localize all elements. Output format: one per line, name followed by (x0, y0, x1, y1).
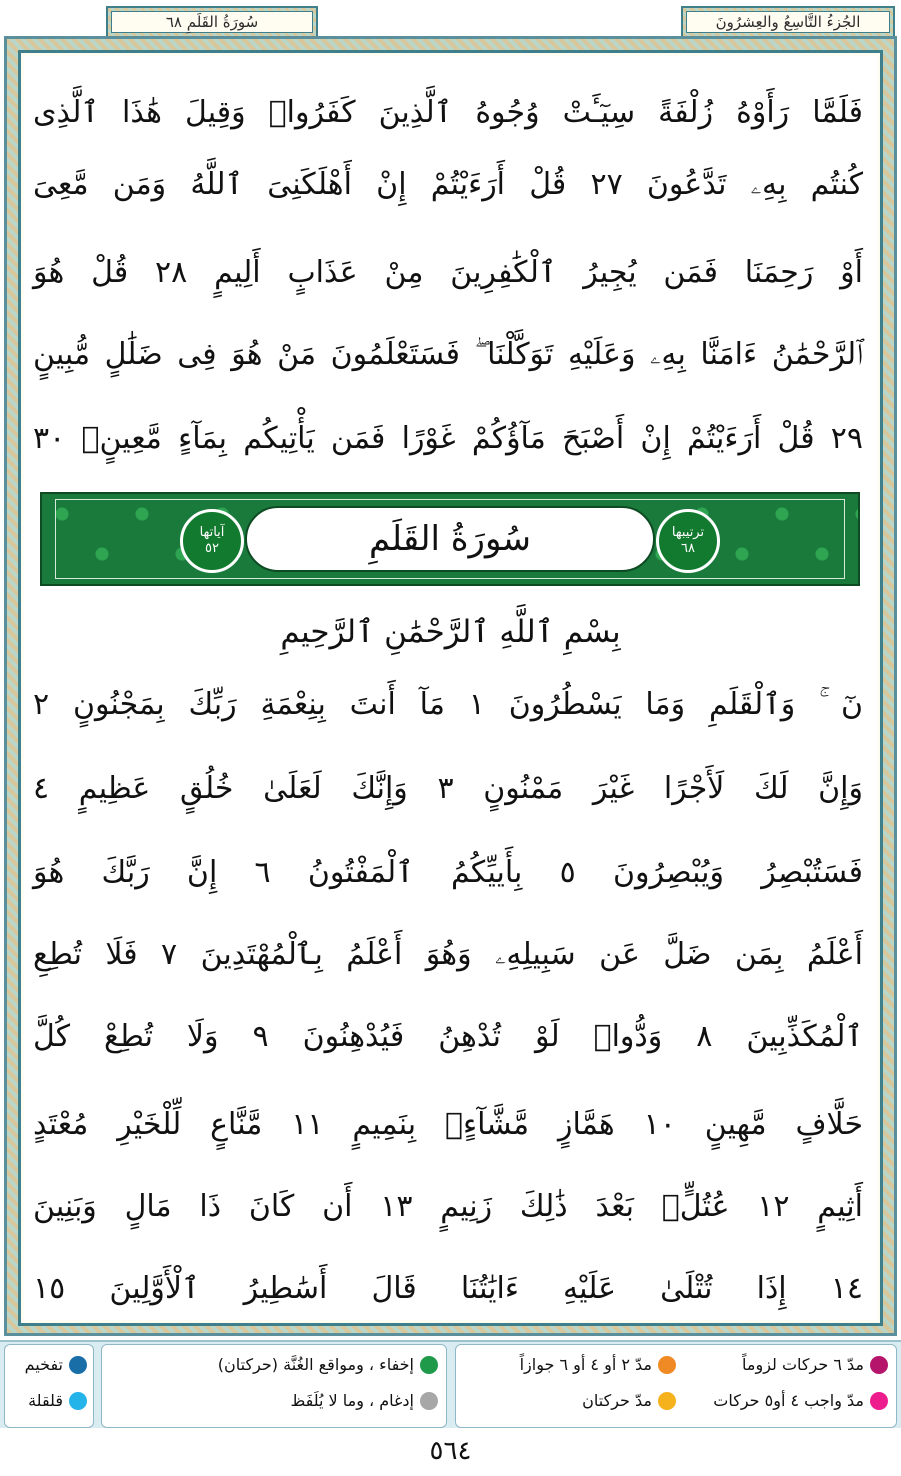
legend-idgham-label: إدغام ، وما لا يُلَفَظ (290, 1391, 414, 1410)
verse-line-6: نٓ ۚ وَٱلْقَلَمِ وَمَا يَسْطُرُونَ ١ مَآ أَنتَ بِنِعْمَةِ رَبِّكَ بِمَجْنُونٍ ٢ (33, 687, 863, 722)
legend-madd246 (520, 1355, 676, 1374)
legend-ikhfa-dot (420, 1356, 438, 1374)
legend-madd45 (713, 1391, 888, 1410)
legend-idgham-dot (420, 1392, 438, 1410)
legend-panel-madd (455, 1344, 897, 1428)
verse-line-1: فَلَمَّا رَأَوْهُ زُلْفَةً سِيٓـَٔتْ وُجُوهُ ٱلَّذِينَ كَفَرُوا۟ وَقِيلَ هَٰذَا ٱلَّذِى (33, 95, 863, 130)
verse-line-13: ١٤ إِذَا تُتْلَىٰ عَلَيْهِ ءَايَٰتُنَا قَالَ أَسَٰطِيرُ ٱلْأَوَّلِينَ ١٥ (33, 1271, 863, 1306)
verse-line-7: وَإِنَّ لَكَ لَأَجْرًا غَيْرَ مَمْنُونٍ ٣ وَإِنَّكَ لَعَلَىٰ خُلُقٍ عَظِيمٍ ٤ (33, 771, 863, 806)
legend-tafkhim (25, 1355, 87, 1374)
verse-line-3: أَوْ رَحِمَنَا فَمَن يُجِيرُ ٱلْكَٰفِرِينَ مِنْ عَذَابٍ أَلِيمٍ ٢٨ قُلْ هُوَ (33, 255, 863, 290)
legend-madd6-dot (870, 1356, 888, 1374)
legend-madd2 (582, 1391, 676, 1410)
verse-line-4: ٱلرَّحْمَٰنُ ءَامَنَّا بِهِۦ وَعَلَيْهِ تَوَكَّلْنَا ۖ فَسَتَعْلَمُونَ مَنْ هُوَ فِى ضَلَٰلٍ مُّبِينٍ (33, 337, 863, 372)
surah-banner (40, 492, 860, 586)
legend-qalqala-label: قلقلة (28, 1391, 63, 1410)
basmala: بِسْمِ ٱللَّهِ ٱلرَّحْمَٰنِ ٱلرَّحِيمِ (280, 614, 621, 650)
ayat-value: ٥٢ (205, 541, 219, 556)
verse-line-2: كُنتُم بِهِۦ تَدَّعُونَ ٢٧ قُلْ أَرَءَيْتُمْ إِنْ أَهْلَكَنِىَ ٱللَّهُ وَمَن مَّعِىَ (33, 167, 863, 202)
surah-banner-frame (55, 499, 845, 579)
legend-idgham (290, 1391, 438, 1410)
verse-line-5: ٢٩ قُلْ أَرَءَيْتُمْ إِنْ أَصْبَحَ مَآؤُكُمْ غَوْرًا فَمَن يَأْتِيكُم بِمَآءٍ مَّعِينٍۭ ٣٠ (33, 421, 863, 456)
verse-line-10: ٱلْمُكَذِّبِينَ ٨ وَدُّوا۟ لَوْ تُدْهِنُ فَيُدْهِنُونَ ٩ وَلَا تُطِعْ كُلَّ (33, 1019, 864, 1054)
ayat-label: آياتها (199, 524, 225, 540)
page-number: ٥٦٤ (429, 1436, 472, 1466)
legend-panel-ghunna (101, 1344, 447, 1428)
legend-qalqala-dot (69, 1392, 87, 1410)
legend-madd45-label: مدّ واجب ٤ أو٥ حركات (713, 1391, 864, 1410)
legend-tafkhim-dot (69, 1356, 87, 1374)
legend-ikhfa-label: إخفاء ، ومواقع الغُنَّة (حركتان) (217, 1355, 414, 1374)
order-label: ترتيبها (671, 524, 705, 540)
order-value: ٦٨ (681, 541, 695, 556)
legend-madd6-label: مدّ ٦ حركات لزوماً (742, 1355, 864, 1374)
legend-madd2-label: مدّ حركتان (582, 1391, 652, 1410)
legend-madd246-label: مدّ ٢ أو ٤ أو ٦ جوازاً (519, 1355, 652, 1374)
juz-header-label: الجُزءُ التَّاسِعُ والعِشرُونَ (686, 11, 890, 33)
surah-header-label: سُورَةُ القَلَمِ ٦٨ (111, 11, 313, 33)
legend-tafkhim-label: تفخيم (24, 1355, 63, 1374)
tajweed-legend (0, 1340, 901, 1428)
juz-header-tab (681, 6, 895, 36)
verse-line-9: أَعْلَمُ بِمَن ضَلَّ عَن سَبِيلِهِۦ وَهُوَ أَعْلَمُ بِٱلْمُهْتَدِينَ ٧ فَلَا تُطِعِ (33, 937, 863, 972)
legend-panel-tafkhim (4, 1344, 94, 1428)
ayat-count-medallion (180, 509, 244, 573)
surah-name-box (245, 506, 655, 572)
verse-line-8: فَسَتُبْصِرُ وَيُبْصِرُونَ ٥ بِأَييِّكُمُ ٱلْمَفْتُونُ ٦ إِنَّ رَبَّكَ هُوَ (33, 855, 864, 890)
legend-qalqala (28, 1391, 87, 1410)
legend-madd45-dot (870, 1392, 888, 1410)
surah-order-medallion (656, 509, 720, 573)
legend-madd6 (742, 1355, 888, 1374)
surah-header-tab (106, 6, 318, 36)
legend-ikhfa (218, 1355, 438, 1374)
verse-line-12: أَثِيمٍ ١٢ عُتُلٍّۭ بَعْدَ ذَٰلِكَ زَنِيمٍ ١٣ أَن كَانَ ذَا مَالٍ وَبَنِينَ (33, 1189, 863, 1224)
surah-name: سُورَةُ القَلَمِ (369, 519, 531, 559)
legend-madd2-dot (658, 1392, 676, 1410)
legend-madd246-dot (658, 1356, 676, 1374)
verse-line-11: حَلَّافٍ مَّهِينٍ ١٠ هَمَّازٍ مَّشَّآءٍۭ بِنَمِيمٍ ١١ مَّنَّاعٍ لِّلْخَيْرِ مُعْتَدٍ (33, 1107, 863, 1142)
